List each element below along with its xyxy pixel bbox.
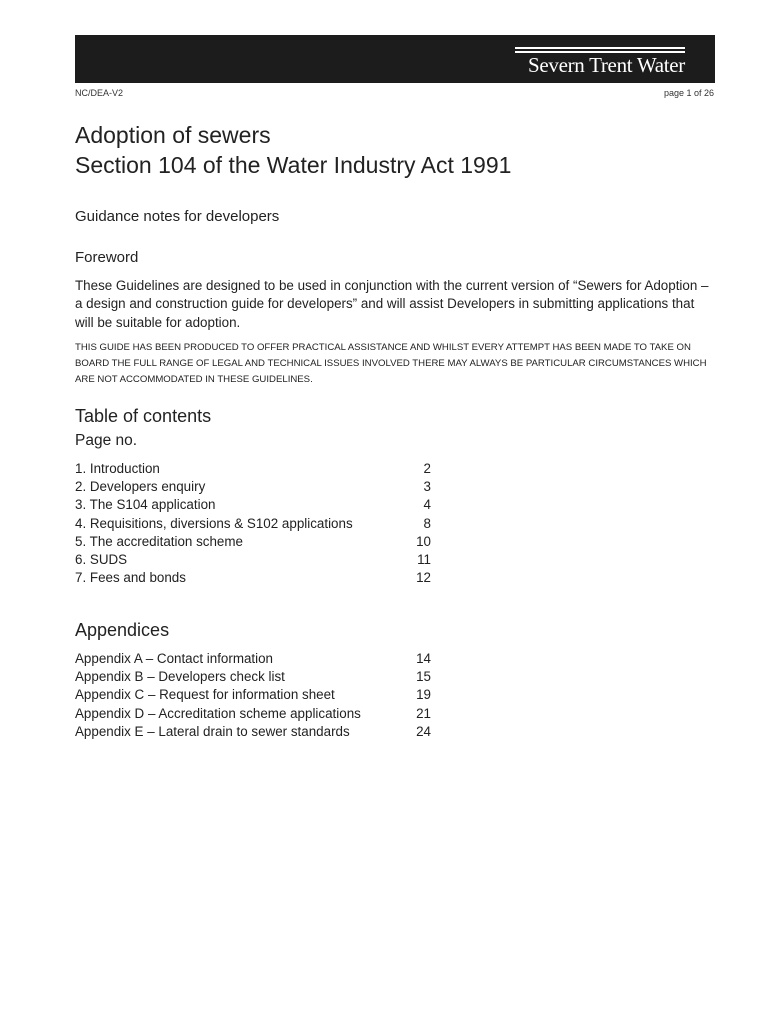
subtitle: Guidance notes for developers xyxy=(75,208,280,225)
toc-item-page: 2 xyxy=(423,461,431,476)
appendix-item-label: Appendix E – Lateral drain to sewer standards xyxy=(75,723,350,739)
appendix-item[interactable] xyxy=(75,723,431,741)
appendix-item-page: 14 xyxy=(416,651,431,666)
toc-item-page: 10 xyxy=(416,533,431,549)
appendix-item[interactable] xyxy=(75,668,431,686)
appendix-item[interactable] xyxy=(75,686,431,704)
disclaimer-text: THIS GUIDE HAS BEEN PRODUCED TO OFFER PRACTICAL ASSISTANCE AND WHILST EVERY ATTEMPT HAS BEEN MADE TO TAKE ON BOARD THE FULL RANGE OF LEGAL AND TECHNICAL ISSUES INVOLVED THERE MAY ALWAYS BE PARTICULAR CIRCUMSTANCES WHICH ARE NOT ACCOMMODATED IN THESE GUIDELINES. xyxy=(75,342,707,385)
appendix-item-label: Appendix C – Request for information sheet xyxy=(75,687,335,703)
severn-trent-logo xyxy=(515,47,685,77)
toc-item-label: 5. The accreditation scheme xyxy=(75,533,243,549)
title-line-1: Adoption of sewers xyxy=(75,122,271,148)
appendix-item[interactable] xyxy=(75,705,431,723)
toc-item[interactable] xyxy=(75,460,431,478)
toc-item-label: 7. Fees and bonds xyxy=(75,570,186,586)
toc-item-page: 12 xyxy=(416,570,431,586)
toc-item-label: 4. Requisitions, diversions & S102 applications xyxy=(75,515,353,531)
appendix-item-label: Appendix D – Accreditation scheme applications xyxy=(75,705,361,721)
foreword-heading: Foreword xyxy=(75,249,139,266)
appendix-item-page: 21 xyxy=(416,705,431,721)
appendix-item-page: 19 xyxy=(416,687,431,703)
appendix-item-label: Appendix A – Contact information xyxy=(75,651,274,666)
toc-item[interactable] xyxy=(75,533,431,551)
toc-item-page: 4 xyxy=(423,497,431,513)
toc-heading: Table of contents xyxy=(75,406,212,426)
appendix-item-page: 15 xyxy=(416,669,431,685)
toc-list xyxy=(75,460,431,587)
appendices-heading: Appendices xyxy=(75,620,170,640)
toc-item-page: 3 xyxy=(423,479,431,495)
toc-page-label: Page no. xyxy=(75,432,138,449)
toc-item[interactable] xyxy=(75,551,431,569)
toc-item[interactable] xyxy=(75,478,431,496)
foreword-body: These Guidelines are designed to be used in conjunction with the current version of “Sewers for Adoption – a design and construction guide for developers” and will assist Developers in submitting applications that will be suitable for adoption. xyxy=(75,278,709,330)
page-title xyxy=(75,120,511,180)
logo-text: Severn Trent Water xyxy=(527,53,685,77)
title-line-2: Section 104 of the Water Industry Act 1991 xyxy=(75,152,512,178)
toc-item-label: 1. Introduction xyxy=(75,461,160,476)
document-reference: NC/DEA-V2 xyxy=(75,88,124,98)
toc-item-page: 11 xyxy=(417,552,431,568)
page-number: page 1 of 26 xyxy=(663,88,714,98)
toc-item[interactable] xyxy=(75,569,431,587)
header-bar xyxy=(75,35,715,83)
appendix-item-page: 24 xyxy=(416,723,431,739)
appendices-list xyxy=(75,650,431,741)
toc-item[interactable] xyxy=(75,515,431,533)
logo-rule xyxy=(515,47,685,49)
appendix-item[interactable] xyxy=(75,650,431,668)
toc-item-label: 3. The S104 application xyxy=(75,497,216,513)
appendix-item-label: Appendix B – Developers check list xyxy=(75,669,285,685)
toc-item-page: 8 xyxy=(423,515,431,531)
toc-item[interactable] xyxy=(75,496,431,514)
toc-item-label: 6. SUDS xyxy=(75,552,128,568)
toc-item-label: 2. Developers enquiry xyxy=(75,479,206,495)
